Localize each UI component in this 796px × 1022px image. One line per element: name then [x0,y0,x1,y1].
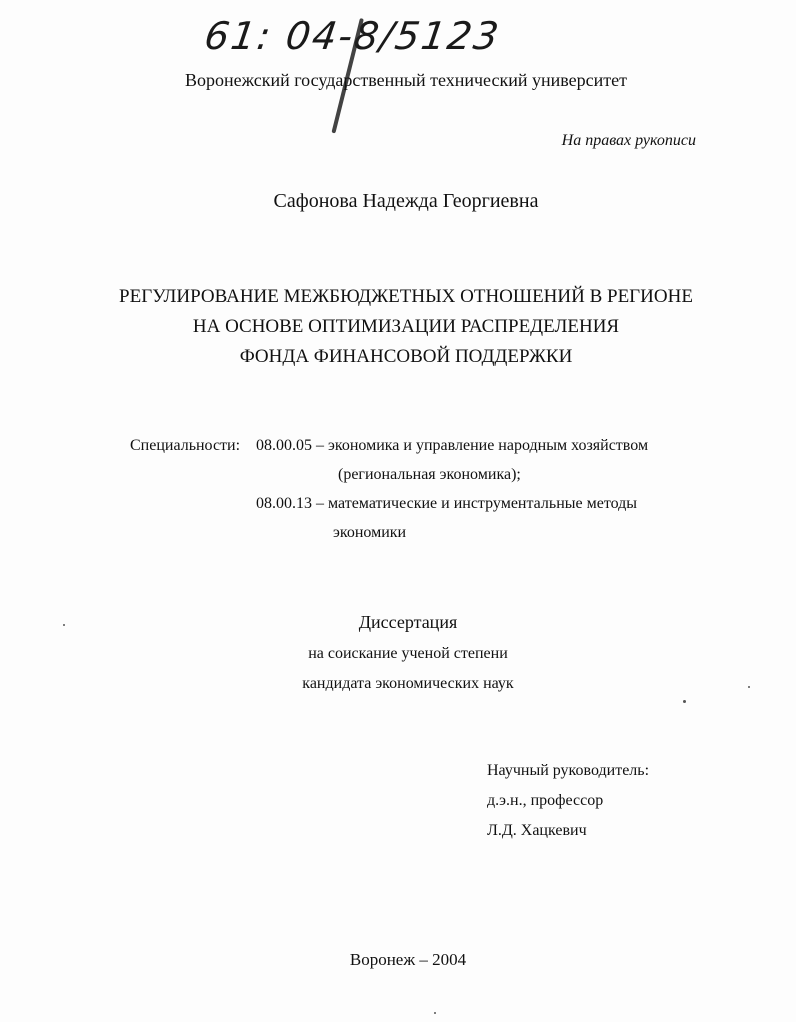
specialty-2-line2: экономики [333,524,407,541]
title-line: РЕГУЛИРОВАНИЕ МЕЖБЮДЖЕТНЫХ ОТНОШЕНИЙ В РЕГИОНЕ [119,286,693,307]
city-year: Воронеж – 2004 [349,950,467,969]
title-line: НА ОСНОВЕ ОПТИМИЗАЦИИ РАСПРЕДЕЛЕНИЯ [192,316,620,337]
specialties-label: Специальности: [130,437,241,454]
university-name: Воронежский государственный технический университет [185,70,627,90]
author-name: Сафонова Надежда Георгиевна [273,190,539,212]
scan-speck [434,1012,436,1014]
degree-line-1: на соискание ученой степени [308,645,508,662]
title-line: ФОНДА ФИНАНСОВОЙ ПОДДЕРЖКИ [239,346,573,367]
dissertation-heading: Диссертация [358,612,458,632]
specialty-1-line1: 08.00.05 – экономика и управление народным хозяйством [256,437,649,454]
scan-speck [748,686,750,688]
handwritten-catalog-number: 61: 04-8/5123 [201,14,504,58]
supervisor-degree: д.э.н., профессор [487,792,604,809]
rights-note: На правах рукописи [561,132,696,149]
scan-speck [683,700,686,703]
specialty-2-line1: 08.00.13 – математические и инструментальные методы [256,495,638,512]
degree-line-2: кандидата экономических наук [302,675,514,692]
scan-speck [63,624,65,626]
supervisor-label: Научный руководитель: [487,762,650,779]
specialty-1-line2: (региональная экономика); [338,466,521,483]
dissertation-title [0,282,796,372]
supervisor-name: Л.Д. Хацкевич [487,822,587,839]
